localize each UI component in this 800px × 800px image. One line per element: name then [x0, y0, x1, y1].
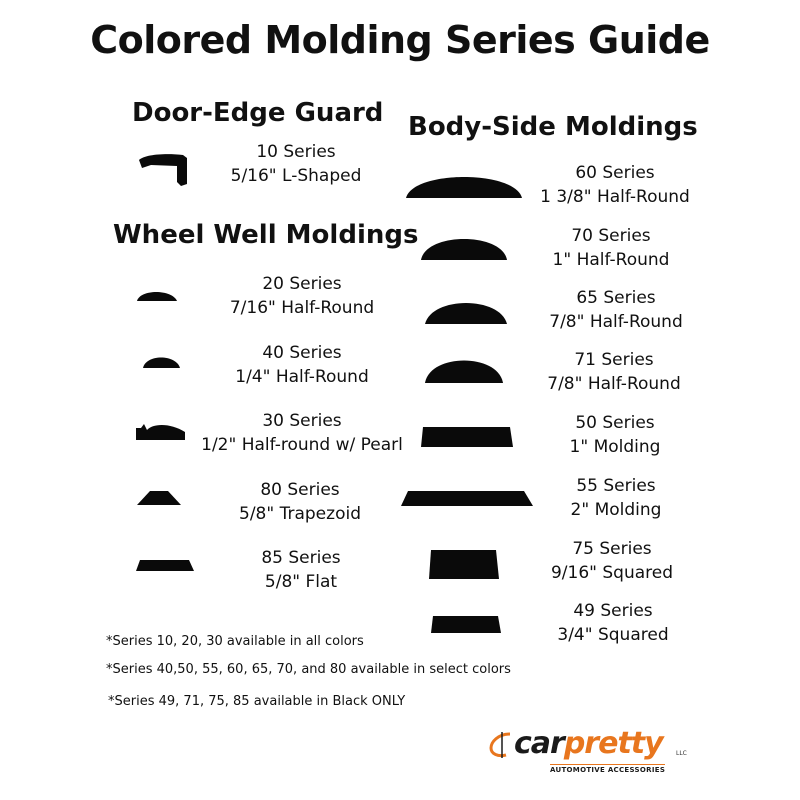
series-desc: 3/4" Squared — [557, 625, 669, 645]
series-desc: 7/8" Half-Round — [547, 374, 681, 394]
series-name: 40 Series — [262, 343, 342, 363]
series-name: 85 Series — [261, 548, 341, 568]
logo-word-car: car — [514, 726, 564, 761]
series-desc: 7/16" Half-Round — [229, 298, 375, 318]
molding-85-series-shape — [135, 557, 195, 573]
label-20-series — [230, 272, 374, 320]
logo-tagline: AUTOMOTIVE ACCESSORIES — [550, 766, 666, 774]
series-desc: 1 3/8" Half-Round — [540, 187, 690, 207]
logo-llc: LLC — [676, 750, 687, 757]
note-select-colors: *Series 40,50, 55, 60, 65, 70, and 80 available in select colors — [106, 662, 511, 677]
page-title: Colored Molding Series Guide — [90, 18, 710, 62]
series-desc: 1/2" Half-round w/ Pearl — [201, 435, 403, 455]
note-black-only: *Series 49, 71, 75, 85 available in Black ONLY — [108, 694, 406, 709]
label-55-series — [571, 474, 662, 522]
molding-50-series-shape — [420, 425, 514, 449]
series-name: 55 Series — [576, 476, 656, 496]
series-name: 70 Series — [571, 226, 651, 246]
series-desc: 1/4" Half-Round — [235, 367, 369, 387]
molding-71-series-shape — [424, 357, 504, 385]
molding-75-series-shape — [428, 547, 500, 581]
label-71-series — [547, 348, 681, 396]
series-desc: 7/8" Half-Round — [549, 312, 683, 332]
label-30-series — [201, 409, 403, 457]
series-name: 20 Series — [262, 274, 342, 294]
series-name: 10 Series — [256, 142, 336, 162]
series-desc: 9/16" Squared — [550, 563, 674, 583]
label-80-series — [239, 478, 361, 526]
note-all-colors: *Series 10, 20, 30 available in all colors — [106, 634, 364, 649]
molding-10-series-l-shape — [137, 152, 189, 188]
logo-wordmark — [514, 726, 663, 761]
series-desc: 5/8" Trapezoid — [239, 504, 361, 524]
series-name: 65 Series — [576, 288, 656, 308]
series-name: 80 Series — [260, 480, 340, 500]
series-name: 50 Series — [575, 413, 655, 433]
molding-65-series-shape — [424, 298, 508, 326]
series-desc: 5/16" L-Shaped — [230, 166, 362, 186]
series-desc: 1" Half-Round — [552, 250, 670, 270]
label-70-series — [553, 224, 670, 272]
label-75-series — [551, 537, 673, 585]
series-desc: 1" Molding — [569, 437, 661, 457]
series-desc: 5/8" Flat — [264, 572, 338, 592]
label-10-series — [231, 140, 362, 188]
molding-60-series-shape — [405, 168, 523, 200]
heading-wheel-well-moldings: Wheel Well Moldings — [113, 220, 419, 250]
series-name: 49 Series — [573, 601, 653, 621]
heading-body-side-moldings: Body-Side Moldings — [408, 112, 698, 142]
label-49-series — [557, 599, 668, 647]
label-60-series — [540, 161, 690, 209]
label-85-series — [261, 546, 340, 594]
logo-word-pretty: pretty — [563, 726, 663, 761]
label-40-series — [235, 341, 369, 389]
molding-20-series-shape — [136, 285, 178, 305]
carpretty-logo — [488, 726, 688, 776]
series-name: 60 Series — [575, 163, 655, 183]
series-name: 30 Series — [262, 411, 342, 431]
molding-55-series-shape — [400, 488, 534, 508]
heading-door-edge-guard: Door-Edge Guard — [132, 98, 384, 128]
molding-40-series-shape — [142, 352, 182, 370]
molding-70-series-shape — [420, 232, 508, 262]
series-name: 71 Series — [574, 350, 654, 370]
label-50-series — [570, 411, 661, 459]
molding-49-series-shape — [430, 613, 502, 635]
label-65-series — [549, 286, 683, 334]
molding-30-series-shape — [135, 420, 187, 442]
series-desc: 2" Molding — [570, 500, 662, 520]
molding-80-series-shape — [136, 487, 182, 507]
series-name: 75 Series — [572, 539, 652, 559]
